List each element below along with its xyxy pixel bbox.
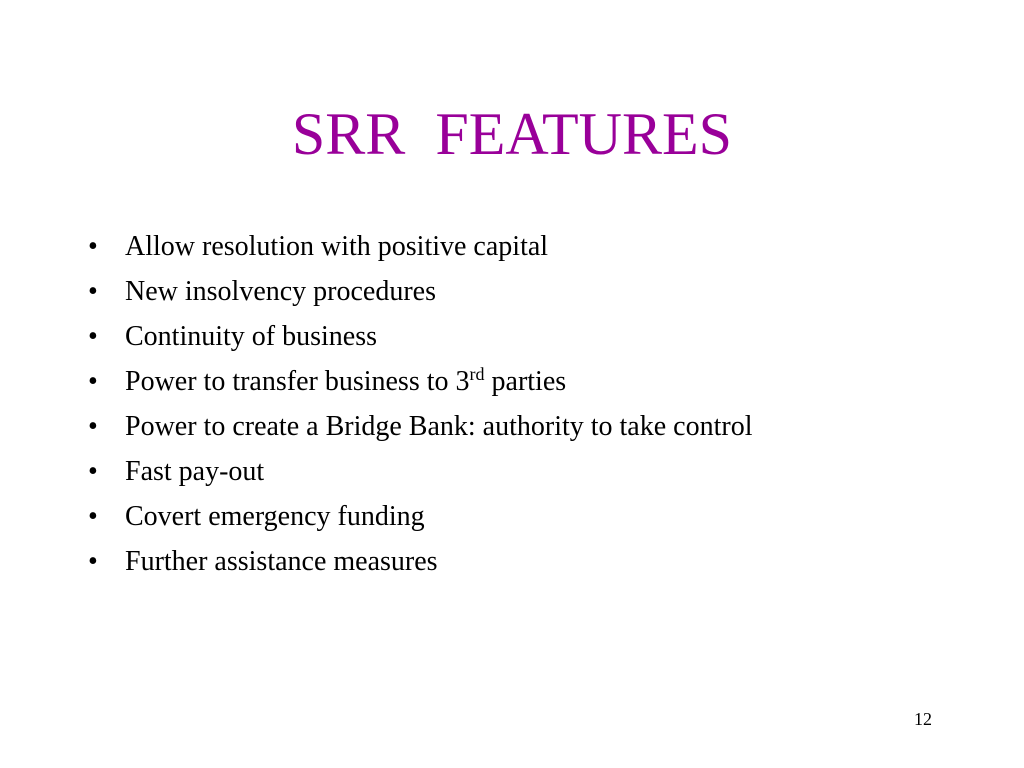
list-item [88, 269, 752, 314]
bullet-dot: • [88, 231, 98, 262]
bullet-text: Allow resolution with positive capital [125, 231, 549, 262]
bullet-text: New insolvency procedures [125, 276, 437, 307]
list-item [88, 449, 752, 494]
superscript-ordinal: rd [469, 364, 485, 384]
list-item [88, 359, 752, 404]
bullet-text: Power to create a Bridge Bank: authority to take control [125, 411, 753, 442]
list-item [88, 539, 752, 584]
bullet-list [88, 224, 752, 584]
list-item [88, 314, 752, 359]
bullet-text: Fast pay-out [125, 456, 265, 487]
bullet-dot: • [88, 321, 98, 352]
bullet-text: Covert emergency funding [125, 501, 425, 532]
bullet-dot: • [88, 546, 98, 577]
bullet-dot: • [88, 411, 98, 442]
list-item [88, 224, 752, 269]
bullet-text: Continuity of business [125, 321, 378, 352]
bullet-text: Power to transfer business to 3 [125, 366, 470, 397]
bullet-text: Further assistance measures [125, 546, 438, 577]
slide-title: SRR FEATURES [291, 101, 733, 167]
bullet-dot: • [88, 366, 98, 397]
list-item [88, 494, 752, 539]
bullet-text-continued: parties [484, 366, 567, 397]
bullet-dot: • [88, 501, 98, 532]
bullet-dot: • [88, 456, 98, 487]
bullet-dot: • [88, 276, 98, 307]
page-number: 12 [914, 709, 932, 729]
list-item [88, 404, 752, 449]
